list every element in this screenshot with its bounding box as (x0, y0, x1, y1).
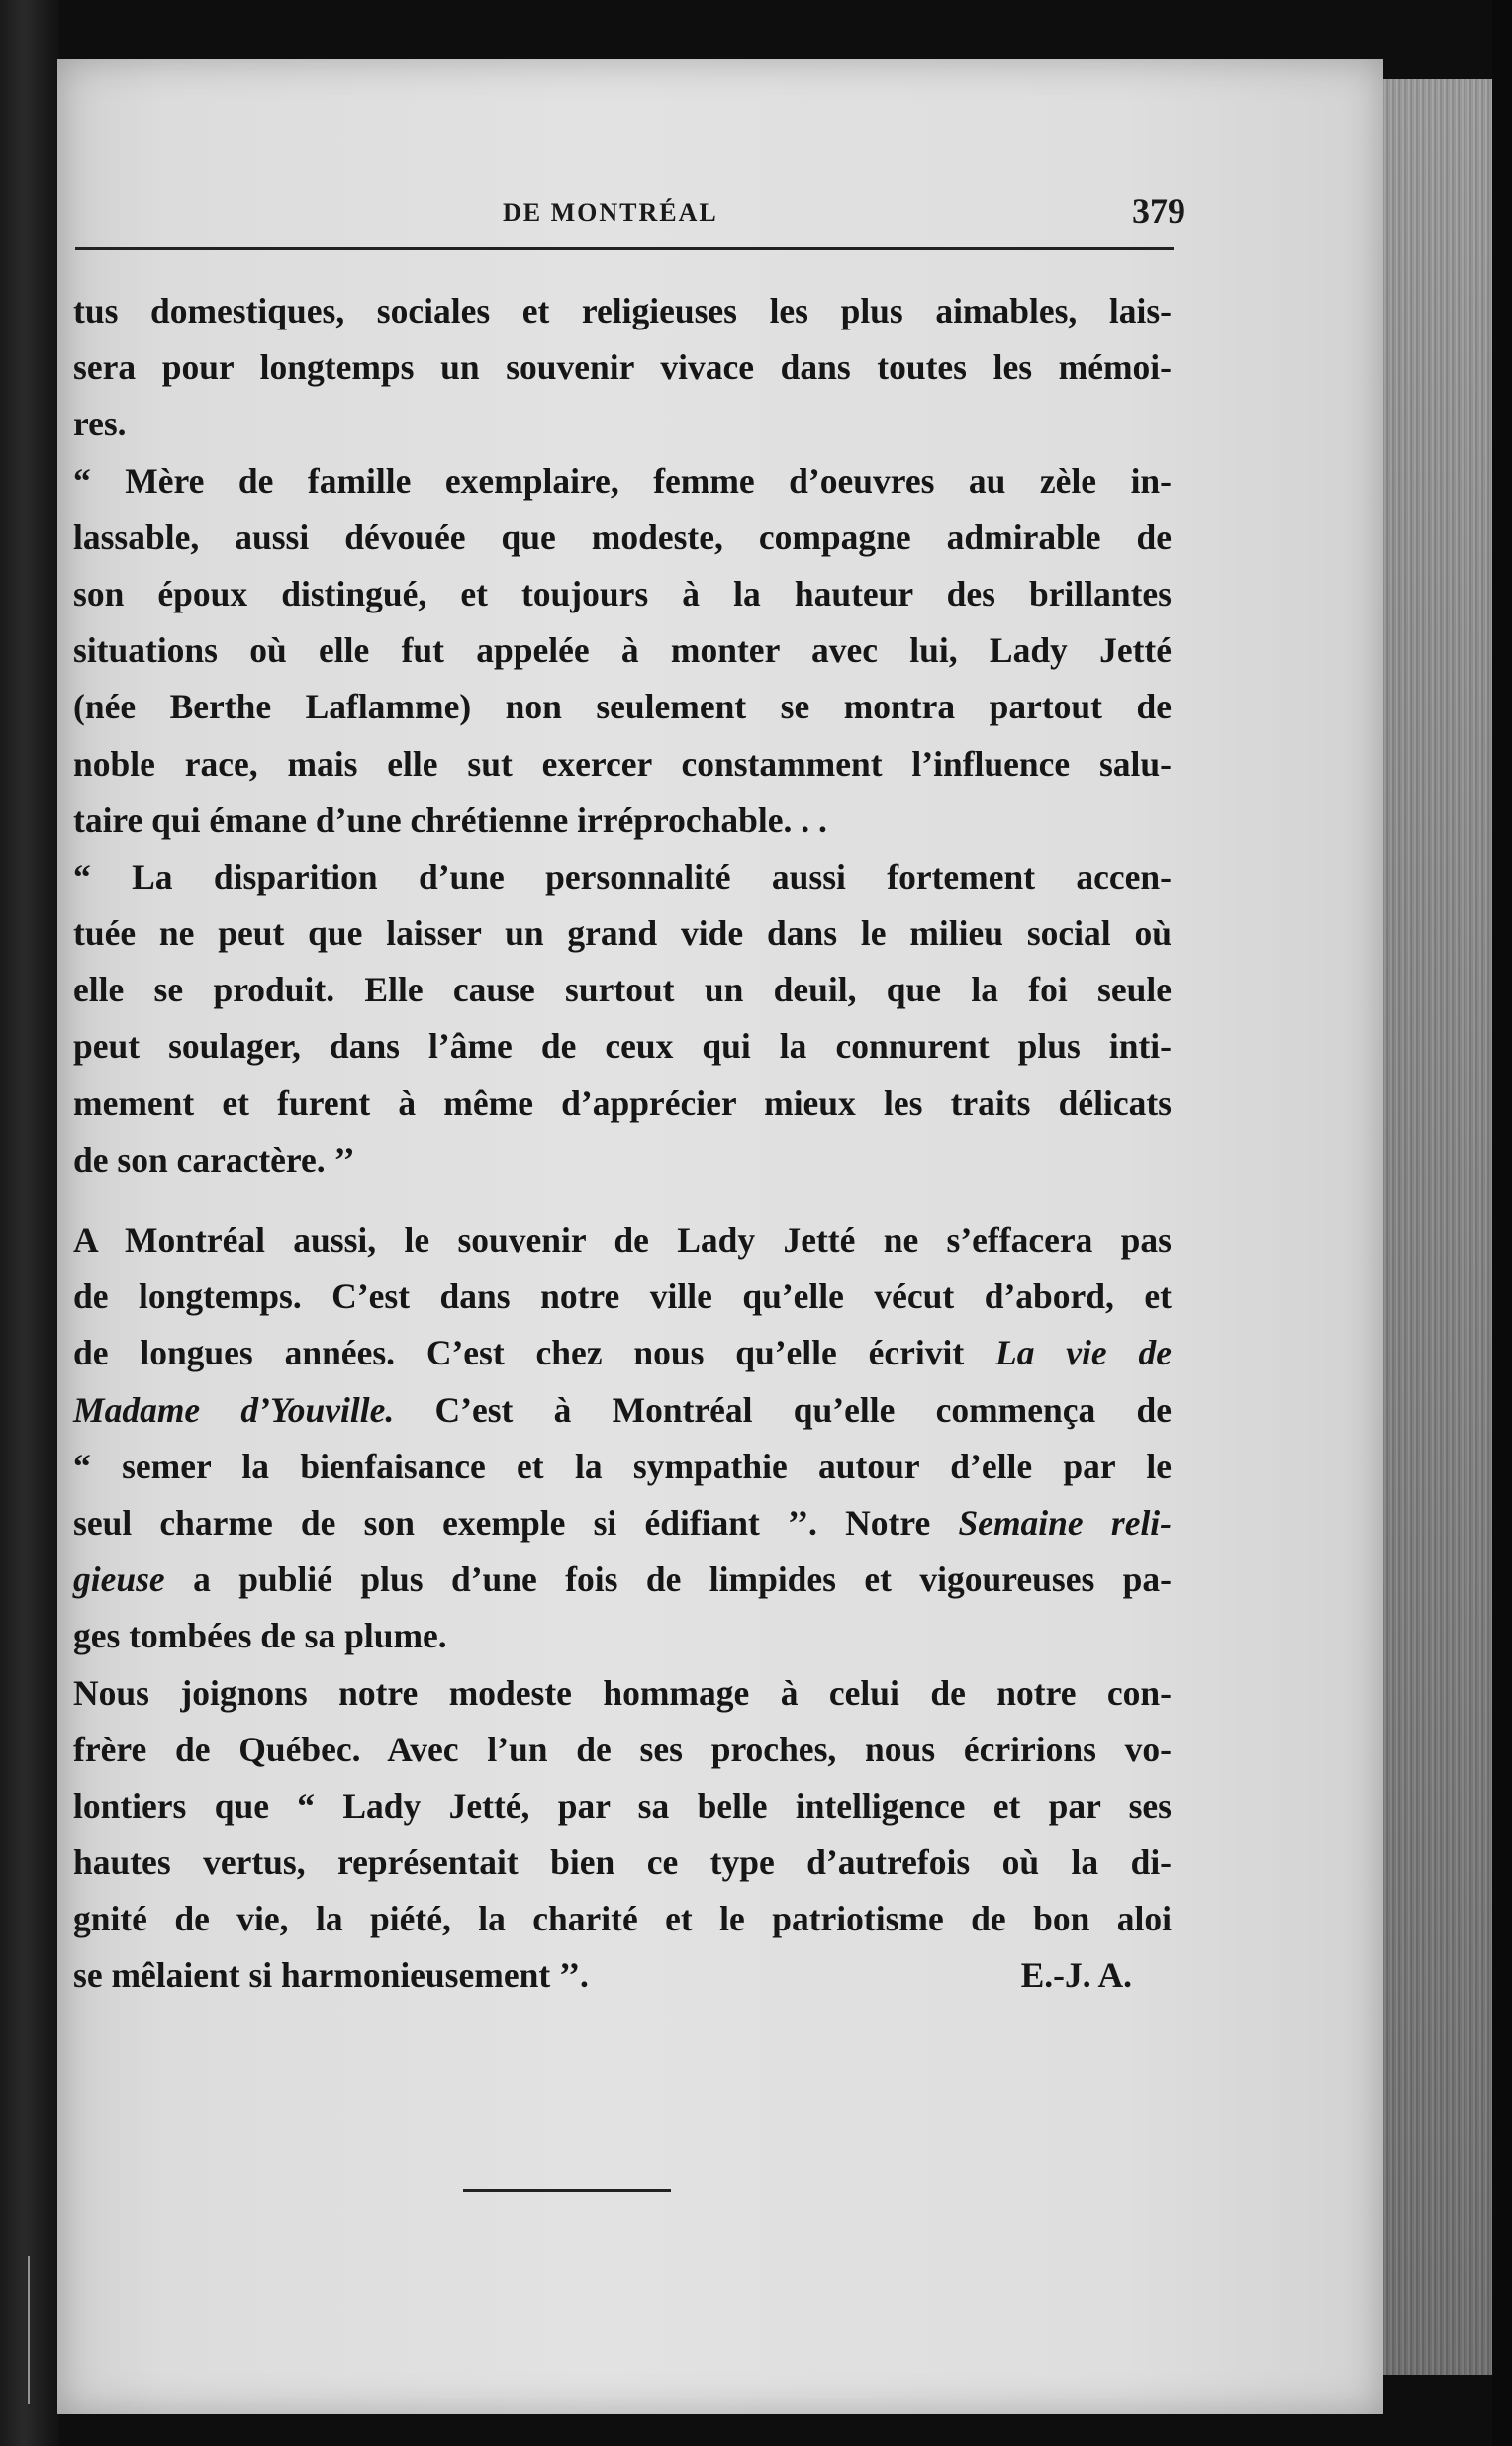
text-line: ges tombées de sa plume. (73, 1616, 447, 1656)
text-line: “ La disparition d’une personnalité aussi fortement accen- (73, 856, 1172, 896)
text-line: tus domestiques, sociales et religieuses les plus aimables, lais- (73, 291, 1172, 330)
paragraph-4 (73, 1212, 1172, 1665)
text-run: seul charme de son exemple si édifiant ’’. Notre (73, 1502, 931, 1543)
text-line: hautes vertus, représentait bien ce type d’autrefois où la di- (73, 1842, 1172, 1883)
end-rule (463, 2189, 671, 2192)
periodical-title-part: gieuse (73, 1559, 165, 1600)
text-run: C’est à Montréal qu’elle commença de (434, 1389, 1172, 1430)
background-edge (1492, 0, 1512, 2446)
paragraph-1 (73, 283, 1172, 453)
book-binding-left (0, 0, 59, 2446)
text-line: A Montréal aussi, le souvenir de Lady Jetté ne s’effacera pas (73, 1220, 1172, 1260)
author-signature: E.-J. A. (1020, 1955, 1132, 1996)
text-line: frère de Québec. Avec l’un de ses proches, nous écririons vo- (73, 1729, 1172, 1769)
paragraph-2 (73, 453, 1172, 849)
text-line (73, 1495, 1172, 1552)
running-head: DE MONTRÉAL (503, 198, 718, 227)
header-rule (75, 247, 1174, 250)
text-line: “ Mère de famille exemplaire, femme d’oeuvres au zèle in- (73, 460, 1172, 501)
text-line: “ semer la bienfaisance et la sympathie autour d’elle par le (73, 1446, 1172, 1486)
text-line: lontiers que “ Lady Jetté, par sa belle intelligence et par ses (73, 1785, 1172, 1826)
text-line: taire qui émane d’une chrétienne irréprochable. . . (73, 800, 827, 840)
text-line (73, 1552, 1172, 1608)
text-line (73, 1325, 1172, 1381)
paragraph-3 (73, 849, 1172, 1188)
book-title-part: Madame d’Youville. (73, 1389, 395, 1430)
text-line: situations où elle fut appelée à monter avec lui, Lady Jetté (73, 630, 1172, 671)
page-edges (1383, 79, 1492, 2375)
text-line: noble race, mais elle sut exercer constamment l’influence salu- (73, 743, 1172, 784)
paragraph-5 (73, 1665, 1172, 2005)
text-line: sera pour longtemps un souvenir vivace dans toutes les mémoi- (73, 347, 1172, 388)
text-line: mement et furent à même d’apprécier mieux les traits délicats (73, 1082, 1172, 1123)
text-line: de son caractère. ’’ (73, 1139, 355, 1179)
text-line: peut soulager, dans l’âme de ceux qui la connurent plus inti- (73, 1026, 1172, 1067)
body-text (73, 283, 1172, 2005)
book-title-part: La vie de (995, 1333, 1172, 1373)
text-line: elle se produit. Elle cause surtout un deuil, que la foi seule (73, 970, 1172, 1010)
text-line: res. (73, 404, 127, 444)
text-line: Nous joignons notre modeste hommage à celui de notre con- (73, 1672, 1172, 1713)
text-line: de longtemps. C’est dans notre ville qu’elle vécut d’abord, et (73, 1276, 1172, 1317)
text-line: son époux distingué, et toujours à la hauteur des brillantes (73, 573, 1172, 613)
book-page (57, 59, 1383, 2414)
text-line: tuée ne peut que laisser un grand vide dans le milieu social où (73, 913, 1172, 954)
text-run: se mêlaient si harmonieusement ’’. (73, 1955, 589, 1996)
text-run: a publié plus d’une fois de limpides et vigoureuses pa- (193, 1559, 1172, 1600)
page-number: 379 (1132, 191, 1185, 231)
periodical-title-part: Semaine reli- (958, 1502, 1172, 1543)
text-run: de longues années. C’est chez nous qu’elle écrivit (73, 1333, 965, 1373)
text-line: (née Berthe Laflamme) non seulement se montra partout de (73, 687, 1172, 727)
text-line: gnité de vie, la piété, la charité et le patriotisme de bon aloi (73, 1899, 1172, 1939)
page-header (77, 188, 1185, 247)
text-line: lassable, aussi dévouée que modeste, compagne admirable de (73, 517, 1172, 557)
closing-line (73, 1947, 1172, 2004)
text-line (73, 1382, 1172, 1439)
scan-artifact (28, 2256, 34, 2404)
